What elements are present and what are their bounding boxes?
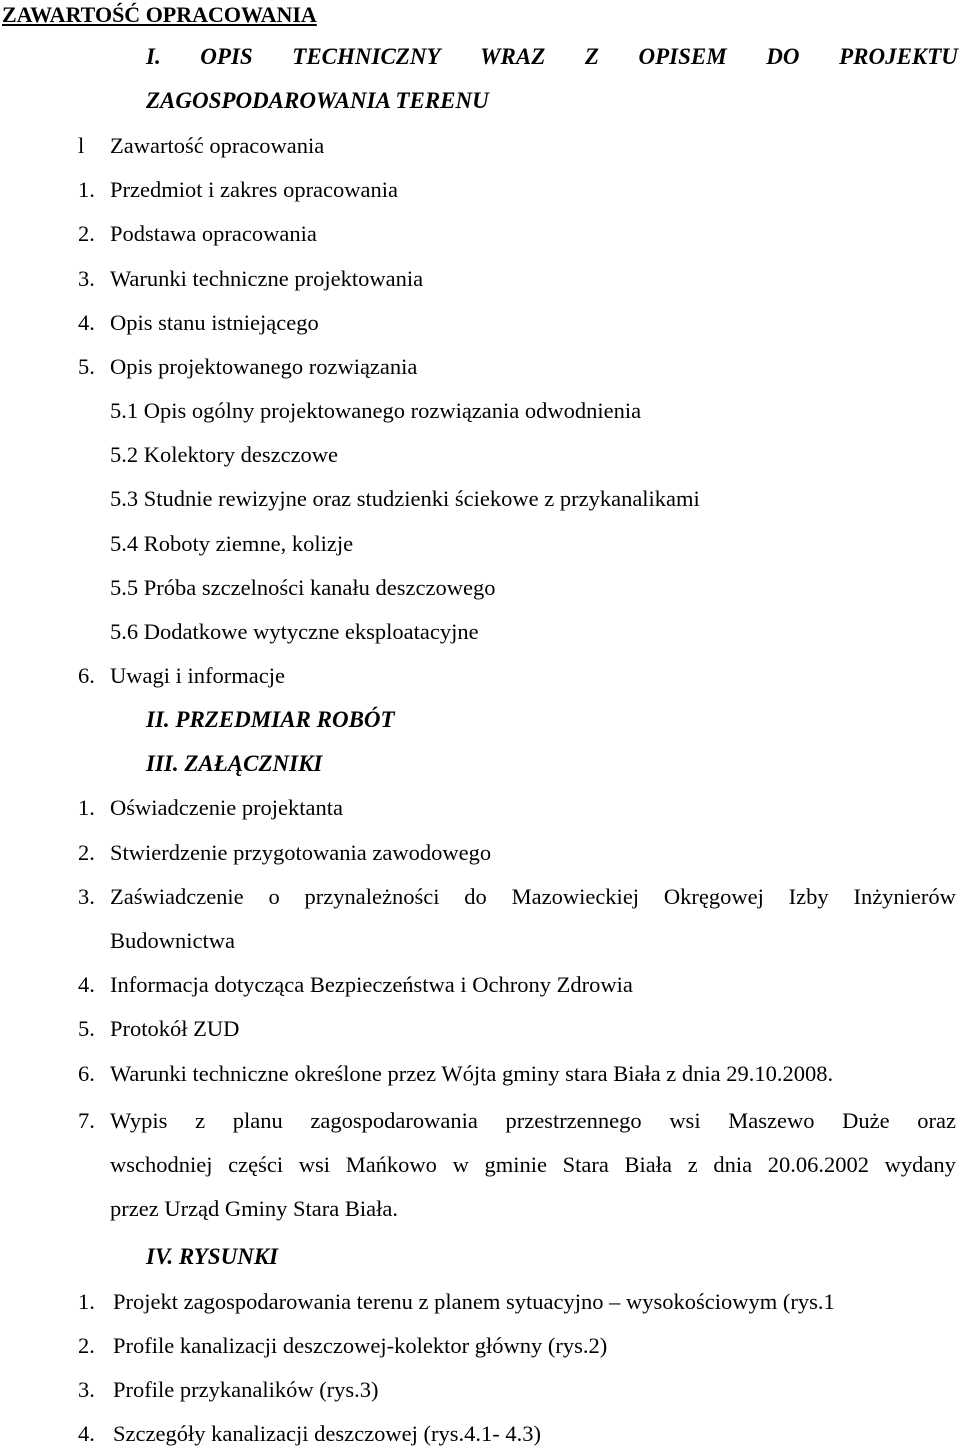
word: wsi bbox=[669, 1108, 701, 1133]
item-text: Uwagi i informacje bbox=[110, 663, 285, 688]
word: Okręgowej bbox=[663, 884, 764, 909]
item-text: Podstawa opracowania bbox=[110, 221, 317, 246]
item-text: Oświadczenie projektanta bbox=[110, 795, 344, 820]
word: gminie bbox=[484, 1152, 547, 1177]
drawing-item bbox=[0, 1331, 960, 1361]
word: Zaświadczenie bbox=[110, 884, 244, 909]
word: 20.06.2002 bbox=[767, 1152, 869, 1177]
section-1-word: DO bbox=[766, 44, 800, 69]
word: przestrzennego bbox=[505, 1108, 642, 1133]
item-text: Profile przykanalików (rys.3) bbox=[113, 1377, 379, 1402]
item-text: Protokół ZUD bbox=[110, 1016, 240, 1041]
sub-item: 5.2 Kolektory deszczowe bbox=[110, 442, 339, 467]
word: wschodniej bbox=[110, 1152, 213, 1177]
item-text-cont bbox=[110, 1150, 956, 1180]
word: Mańkowo bbox=[345, 1152, 437, 1177]
list-item bbox=[0, 352, 960, 382]
document-title: ZAWARTOŚĆ OPRACOWANIA bbox=[2, 2, 317, 27]
item-text: Projekt zagospodarowania terenu z planem sytuacyjno – wysokościowym (rys.1 bbox=[113, 1289, 835, 1314]
word: planu bbox=[232, 1108, 283, 1133]
item-text: Stwierdzenie przygotowania zawodowego bbox=[110, 840, 492, 865]
item-text: Opis projektowanego rozwiązania bbox=[110, 354, 418, 379]
word: z bbox=[195, 1108, 206, 1133]
section-2-heading: II. PRZEDMIAR ROBÓT bbox=[146, 707, 395, 732]
word: dnia bbox=[713, 1152, 753, 1177]
item-number: 3. bbox=[78, 1377, 95, 1402]
word: wsi bbox=[298, 1152, 331, 1177]
list-item bbox=[0, 219, 960, 249]
list-item bbox=[0, 264, 960, 294]
word: Mazowieckiej bbox=[511, 884, 640, 909]
list-item bbox=[0, 131, 960, 161]
item-number: 4. bbox=[78, 310, 95, 335]
word: przynależności bbox=[304, 884, 440, 909]
section-1-word: PROJEKTU bbox=[839, 44, 958, 69]
section-1-word: I. bbox=[146, 44, 161, 69]
item-number: 4. bbox=[78, 1421, 95, 1446]
section-1-word: TECHNICZNY bbox=[292, 44, 441, 69]
section-1-heading bbox=[146, 42, 958, 72]
section-1-word: Z bbox=[584, 44, 599, 69]
word: Wypis bbox=[110, 1108, 168, 1133]
section-1-word: OPIS bbox=[200, 44, 253, 69]
item-text: Szczegóły kanalizacji deszczowej (rys.4.1- 4.3) bbox=[113, 1421, 541, 1446]
item-text-cont: przez Urząd Gminy Stara Biała. bbox=[110, 1196, 399, 1221]
item-text: Warunki techniczne określone przez Wójta gminy stara Biała z dnia 29.10.2008. bbox=[110, 1061, 834, 1086]
section-1-word: WRAZ bbox=[480, 44, 546, 69]
item-number: 5. bbox=[78, 354, 95, 379]
drawing-item bbox=[0, 1287, 960, 1317]
word: Maszewo bbox=[728, 1108, 815, 1133]
word: części bbox=[228, 1152, 284, 1177]
item-number: l bbox=[78, 133, 85, 158]
attachment-item bbox=[0, 970, 960, 1000]
attachment-item bbox=[0, 1106, 960, 1136]
sub-item: 5.3 Studnie rewizyjne oraz studzienki ściekowe z przykanalikami bbox=[110, 486, 700, 511]
word: Inżynierów bbox=[853, 884, 956, 909]
attachment-item bbox=[0, 1014, 960, 1044]
sub-item: 5.6 Dodatkowe wytyczne eksploatacyjne bbox=[110, 619, 479, 644]
word: Biała bbox=[624, 1152, 673, 1177]
item-text: Warunki techniczne projektowania bbox=[110, 266, 424, 291]
item-number: 1. bbox=[78, 177, 95, 202]
item-number: 3. bbox=[78, 884, 95, 909]
attachment-item bbox=[0, 882, 960, 912]
item-text: Opis stanu istniejącego bbox=[110, 310, 319, 335]
list-item bbox=[0, 308, 960, 338]
section-4-heading: IV. RYSUNKI bbox=[146, 1244, 279, 1269]
item-text: Informacja dotycząca Bezpieczeństwa i Ochrony Zdrowia bbox=[110, 972, 633, 997]
item-text: Przedmiot i zakres opracowania bbox=[110, 177, 399, 202]
word: Izby bbox=[788, 884, 829, 909]
item-number: 7. bbox=[78, 1108, 95, 1133]
item-text: Zawartość opracowania bbox=[110, 133, 325, 158]
word: wydany bbox=[884, 1152, 956, 1177]
sub-item: 5.5 Próba szczelności kanału deszczowego bbox=[110, 575, 496, 600]
item-number: 6. bbox=[78, 663, 95, 688]
attachment-item bbox=[0, 1059, 960, 1089]
item-text bbox=[110, 882, 956, 912]
item-text: Profile kanalizacji deszczowej-kolektor główny (rys.2) bbox=[113, 1333, 608, 1358]
attachment-item bbox=[0, 838, 960, 868]
item-number: 1. bbox=[78, 1289, 95, 1314]
section-1-word: OPISEM bbox=[638, 44, 727, 69]
word: w bbox=[452, 1152, 469, 1177]
list-item bbox=[0, 175, 960, 205]
sub-item: 5.4 Roboty ziemne, kolizje bbox=[110, 531, 354, 556]
item-number: 1. bbox=[78, 795, 95, 820]
word: Duże bbox=[842, 1108, 890, 1133]
word: zagospodarowania bbox=[310, 1108, 478, 1133]
word: o bbox=[268, 884, 280, 909]
item-text bbox=[110, 1106, 956, 1136]
drawing-item bbox=[0, 1419, 960, 1449]
section-1-heading-cont: ZAGOSPODAROWANIA TERENU bbox=[146, 88, 489, 113]
item-text-cont: Budownictwa bbox=[110, 928, 235, 953]
item-number: 6. bbox=[78, 1061, 95, 1086]
attachment-item bbox=[0, 793, 960, 823]
word: oraz bbox=[917, 1108, 956, 1133]
word: z bbox=[687, 1152, 698, 1177]
word: Stara bbox=[562, 1152, 609, 1177]
item-number: 5. bbox=[78, 1016, 95, 1041]
section-3-heading: III. ZAŁĄCZNIKI bbox=[146, 751, 323, 776]
sub-item: 5.1 Opis ogólny projektowanego rozwiązania odwodnienia bbox=[110, 398, 642, 423]
word: do bbox=[464, 884, 487, 909]
item-number: 4. bbox=[78, 972, 95, 997]
item-number: 3. bbox=[78, 266, 95, 291]
item-number: 2. bbox=[78, 1333, 95, 1358]
item-number: 2. bbox=[78, 221, 95, 246]
item-number: 2. bbox=[78, 840, 95, 865]
drawing-item bbox=[0, 1375, 960, 1405]
list-item bbox=[0, 661, 960, 691]
